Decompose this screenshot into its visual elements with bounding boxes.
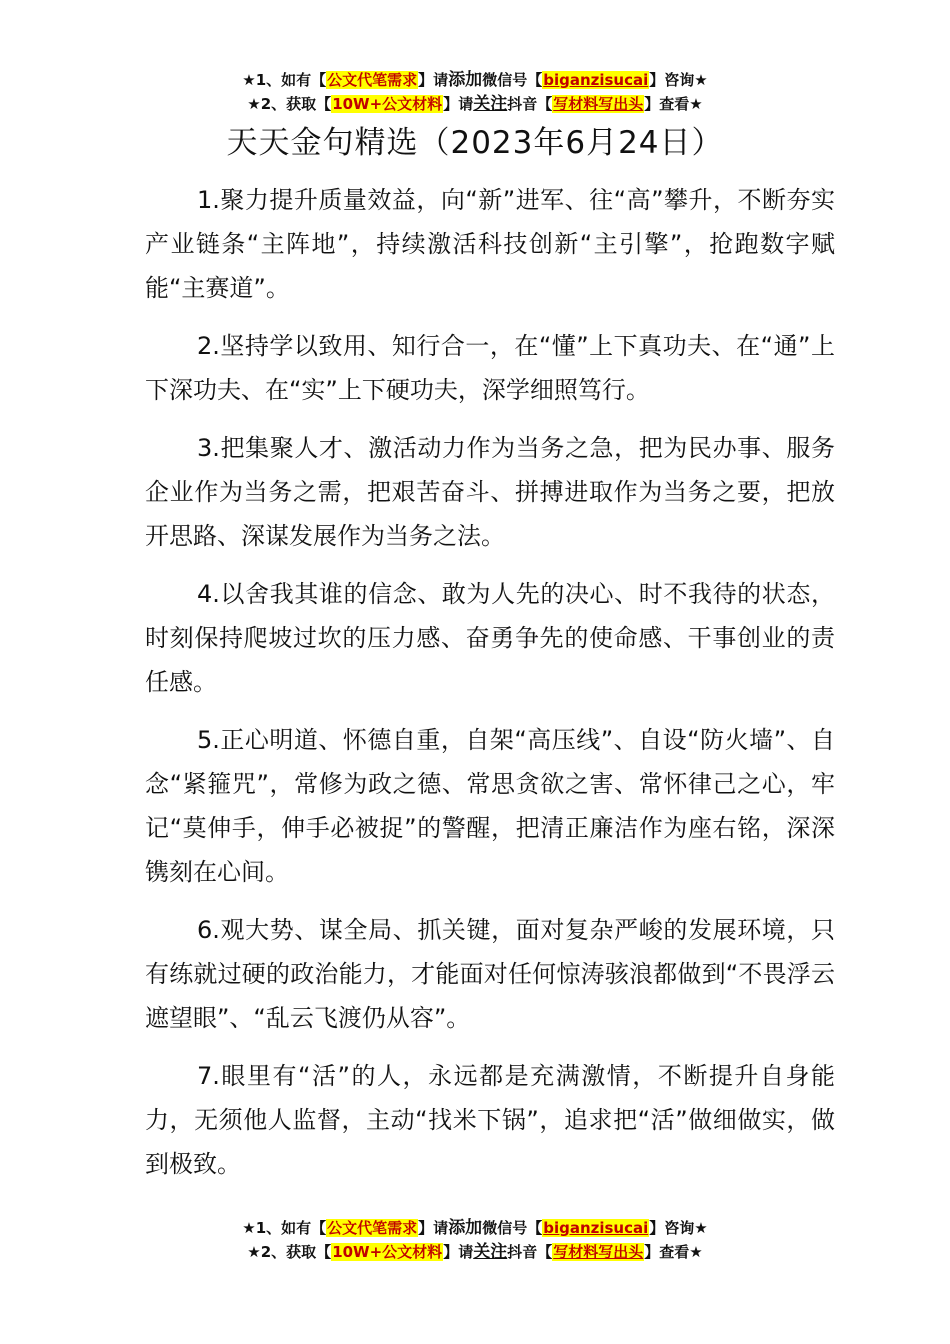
highlight-service: 公文代笔需求 bbox=[327, 1219, 418, 1237]
douyin-account[interactable]: 写材料写出头 bbox=[553, 95, 644, 113]
quote-paragraph-2: 2.坚持学以致用、知行合一，在“懂”上下真功夫、在“通”上下深功夫、在“实”上下硬功夫，深学细照笃行。 bbox=[145, 332, 835, 404]
quote-paragraph-1: 1.聚力提升质量效益，向“新”进军、往“高”攀升，不断夯实产业链条“主阵地”，持续激活科技创新“主引擎”，抢跑数字赋能“主赛道”。 bbox=[145, 186, 835, 302]
wechat-id[interactable]: biganzisucai bbox=[543, 1219, 649, 1237]
quote-list bbox=[145, 178, 835, 1200]
banner-line-2: ★2、获取【10W+公文材料】请关注抖音【写材料写出头】查看★ bbox=[247, 94, 703, 114]
quote-paragraph-6: 6.观大势、谋全局、抓关键，面对复杂严峻的发展环境，只有练就过硬的政治能力，才能面对任何惊涛骇浪都做到“不畏浮云遮望眼”、“乱云飞渡仍从容”。 bbox=[145, 916, 835, 1032]
highlight-materials: 10W+公文材料 bbox=[332, 95, 443, 113]
wechat-id[interactable]: biganzisucai bbox=[543, 71, 649, 89]
footer-banner bbox=[0, 1216, 950, 1264]
highlight-service: 公文代笔需求 bbox=[327, 71, 418, 89]
douyin-account[interactable]: 写材料写出头 bbox=[553, 1243, 644, 1261]
banner-line-1: ★1、如有【公文代笔需求】请添加微信号【biganzisucai】咨询★ bbox=[242, 1218, 708, 1238]
quote-paragraph-7: 7.眼里有“活”的人，永远都是充满激情，不断提升自身能力，无须他人监督，主动“找米下锅”，追求把“活”做细做实，做到极致。 bbox=[145, 1062, 835, 1178]
header-banner bbox=[0, 68, 950, 116]
quote-paragraph-5: 5.正心明道、怀德自重，自架“高压线”、自设“防火墙”、自念“紧箍咒”，常修为政之德、常思贪欲之害、常怀律己之心，牢记“莫伸手，伸手必被捉”的警醒，把清正廉洁作为座右铭，深深镌刻在心间。 bbox=[145, 726, 835, 886]
banner-line-1: ★1、如有【公文代笔需求】请添加微信号【biganzisucai】咨询★ bbox=[242, 70, 708, 90]
banner-line-2: ★2、获取【10W+公文材料】请关注抖音【写材料写出头】查看★ bbox=[247, 1242, 703, 1262]
highlight-materials: 10W+公文材料 bbox=[332, 1243, 443, 1261]
quote-paragraph-3: 3.把集聚人才、激活动力作为当务之急，把为民办事、服务企业作为当务之需，把艰苦奋斗、拼搏进取作为当务之要，把放开思路、深谋发展作为当务之法。 bbox=[145, 434, 835, 550]
quote-paragraph-4: 4.以舍我其谁的信念、敢为人先的决心、时不我待的状态，时刻保持爬坡过坎的压力感、奋勇争先的使命感、干事创业的责任感。 bbox=[145, 580, 835, 696]
page-title: 天天金句精选（2023年6月24日） bbox=[226, 125, 724, 161]
